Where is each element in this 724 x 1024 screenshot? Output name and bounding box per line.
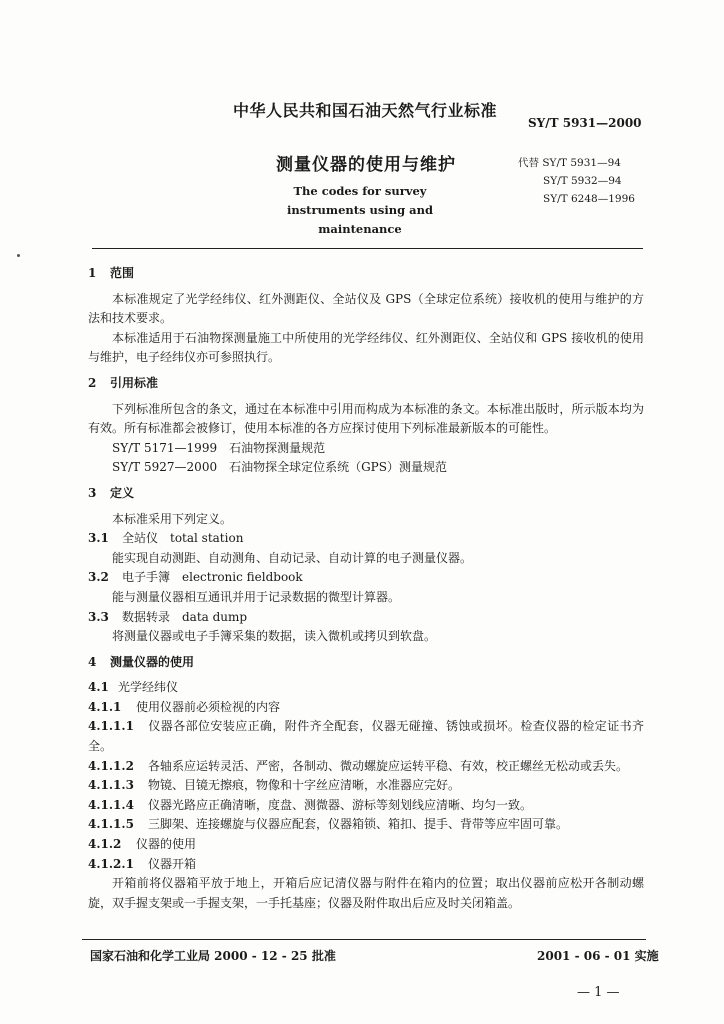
section-1-paragraph-1: 本标准规定了光学经纬仪、红外测距仪、全站仪及 GPS（全球定位系统）接收机的使用与维护的方法和技术要求。 xyxy=(88,291,644,326)
standard-number: SY/T 5931—2000 xyxy=(528,116,642,130)
section-heading-4: 4 测量仪器的使用 xyxy=(88,654,195,669)
page-number: — 1 — xyxy=(577,985,620,1000)
definition-3-2-term: 3.2 电子手簿 electronic fieldbook xyxy=(88,570,303,585)
definition-3-3-text: 将测量仪器或电子手簿采集的数据，读入微机或拷贝到软盘。 xyxy=(112,629,437,644)
clause-4-1-1: 4.1.1 使用仪器前必须检视的内容 xyxy=(88,699,281,714)
industry-standard-title: 中华人民共和国石油天然气行业标准 xyxy=(233,101,498,120)
replaces-line-2: SY/T 5932—94 xyxy=(543,175,622,187)
definition-3-1-text: 能实现自动测距、自动测角、自动记录、自动计算的电子测量仪器。 xyxy=(112,550,473,565)
clause-4-1-2: 4.1.2 仪器的使用 xyxy=(88,837,197,852)
clause-4-1-1-4: 4.1.1.4 仪器光路应正确清晰，度盘、测微器、游标等刻划线应清晰、均匀一致。 xyxy=(88,797,533,812)
definition-3-2-text: 能与测量仪器相互通讯并用于记录数据的微型计算器。 xyxy=(112,589,401,604)
implementation-date: 2001 - 06 - 01 实施 xyxy=(537,949,659,963)
section-3-intro: 本标准采用下列定义。 xyxy=(112,511,233,526)
english-title: The codes for survey instruments using and maintenance xyxy=(286,184,434,236)
clause-4-1-2-1-paragraph: 开箱前将仪器箱平放于地上，开箱后应记清仪器与附件在箱内的位置；取出仪器前应松开各制动螺旋，双手握支架或一手握支架，一手托基座；仪器及附件取出后应及时关闭箱盖。 xyxy=(88,876,644,910)
section-heading-1: 1 范围 xyxy=(88,266,135,280)
scan-speck xyxy=(17,254,20,257)
section-1-paragraph-2: 本标准适用于石油物探测量施工中所使用的光学经纬仪、红外测距仪、全站仪和 GPS 接收机的使用与维护，电子经纬仪亦可参照执行。 xyxy=(88,330,644,365)
clause-4-1-2-1: 4.1.2.1 仪器开箱 xyxy=(88,856,197,871)
approval-date: 国家石油和化学工业局 2000 - 12 - 25 批准 xyxy=(90,949,336,963)
section-heading-3: 3 定义 xyxy=(88,485,135,500)
reference-1: SY/T 5171—1999 石油物探测量规范 xyxy=(112,440,326,455)
document-title: 测量仪器的使用与维护 xyxy=(276,155,456,175)
section-2-paragraph: 下列标准所包含的条文，通过在本标准中引用而构成为本标准的条文。本标准出版时，所示版本均为有效。所有标准都会被修订，使用本标准的各方应探讨使用下列标准最新版本的可能性。 xyxy=(88,401,644,436)
definition-3-3-term: 3.3 数据转录 data dump xyxy=(88,609,248,624)
replaces-line-1: 代替 SY/T 5931—94 xyxy=(518,157,621,169)
footer-divider xyxy=(82,939,646,940)
replaces-line-3: SY/T 6248—1996 xyxy=(543,193,635,205)
replaces-block xyxy=(518,154,635,208)
section-heading-2: 2 引用标准 xyxy=(88,375,159,390)
header-divider xyxy=(92,248,643,249)
reference-2: SY/T 5927—2000 石油物探全球定位系统（GPS）测量规范 xyxy=(112,460,447,475)
clause-4-1-1-2: 4.1.1.2 各轴系应运转灵活、严密，各制动、微动螺旋应运转平稳、有效，校正螺丝无松动或丢失。 xyxy=(88,758,629,773)
definition-3-1-term: 3.1 全站仪 total station xyxy=(88,531,244,546)
document-body xyxy=(88,258,644,913)
clause-4-1-1-5: 4.1.1.5 三脚架、连接螺旋与仪器应配套，仪器箱锁、箱扣、提手、背带等应牢固可靠。 xyxy=(88,817,569,832)
clause-4-1: 4.1 光学经纬仪 xyxy=(88,680,179,695)
clause-4-1-1-3: 4.1.1.3 物镜、目镜无擦痕，物像和十字丝应清晰，水准器应完好。 xyxy=(88,778,461,793)
clause-4-1-1-1: 4.1.1.1 仪器各部位安装应正确，附件齐全配套，仪器无碰撞、锈蚀或损坏。检查仪器的检定证书齐全。 xyxy=(88,719,644,754)
